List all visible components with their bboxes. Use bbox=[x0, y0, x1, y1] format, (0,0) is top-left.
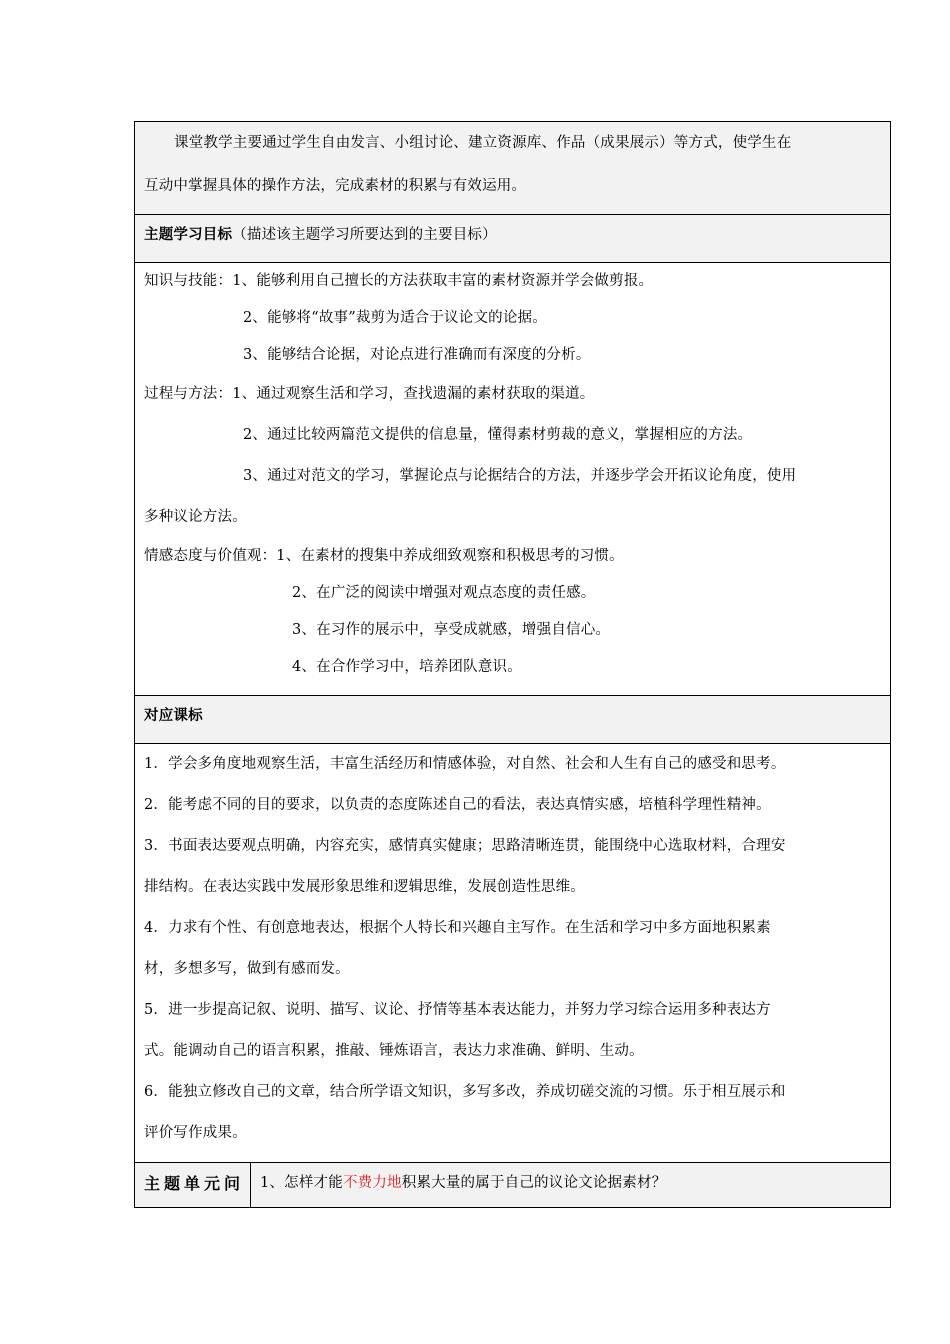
unit-question-row bbox=[135, 1163, 891, 1208]
goals-row bbox=[135, 263, 891, 696]
standard-6: 6．能独立修改自己的文章，结合所学语文知识，多写多改，养成切磋交流的习惯。乐于相互展示和 bbox=[144, 1084, 786, 1100]
goals-header-row bbox=[135, 215, 891, 263]
goals-cell bbox=[135, 263, 891, 696]
standard-4: 4．力求有个性、有创意地表达，根据个人特长和兴趣自主写作。在生活和学习中多方面地积累素 bbox=[144, 920, 771, 936]
intro-row bbox=[135, 122, 891, 215]
unit-question-suffix: 积累大量的属于自己的议论文论据素材？ bbox=[401, 1175, 667, 1191]
goal-process-1: 过程与方法：1、通过观察生活和学习，查找遗漏的素材获取的渠道。 bbox=[144, 386, 595, 402]
goals-note: （描述该主题学习所要达到的主要目标） bbox=[232, 227, 497, 243]
goal-process-2: 2、通过比较两篇范文提供的信息量，懂得素材剪裁的意义，掌握相应的方法。 bbox=[243, 427, 753, 443]
goal-knowledge-1: 知识与技能：1、能够利用自己擅长的方法获取丰富的素材资源并学会做剪报。 bbox=[144, 273, 654, 289]
standard-2: 2．能考虑不同的目的要求，以负责的态度陈述自己的看法，表达真情实感，培植科学理性精神。 bbox=[144, 797, 771, 813]
standards-cell bbox=[135, 744, 891, 1163]
standard-5: 5．进一步提高记叙、说明、描写、议论、抒情等基本表达能力，并努力学习综合运用多种表达方 bbox=[144, 1002, 771, 1018]
standards-title: 对应课标 bbox=[144, 707, 203, 724]
standard-4-cont: 材，多想多写，做到有感而发。 bbox=[144, 961, 350, 977]
standard-6-cont: 评价写作成果。 bbox=[144, 1125, 247, 1141]
standard-3: 3．书面表达要观点明确，内容充实，感情真实健康；思路清晰连贯，能围绕中心选取材料，合理安 bbox=[144, 838, 786, 854]
standard-1: 1．学会多角度地观察生活，丰富生活经历和情感体验，对自然、社会和人生有自己的感受和思考。 bbox=[144, 756, 786, 772]
goal-attitude-2: 2、在广泛的阅读中增强对观点态度的责任感。 bbox=[292, 585, 596, 601]
goal-attitude-1: 情感态度与价值观：1、在素材的搜集中养成细致观察和积极思考的习惯。 bbox=[144, 548, 624, 564]
lesson-plan-table bbox=[134, 121, 891, 1208]
goal-process-3-cont: 多种议论方法。 bbox=[144, 509, 247, 525]
goal-attitude-3: 3、在习作的展示中，享受成就感，增强自信心。 bbox=[292, 622, 611, 638]
standards-row bbox=[135, 744, 891, 1163]
standard-3-cont: 排结构。在表达实践中发展形象思维和逻辑思维，发展创造性思维。 bbox=[144, 879, 585, 895]
goals-title: 主题学习目标 bbox=[144, 226, 233, 243]
unit-question-cell bbox=[251, 1163, 891, 1208]
goal-process-3: 3、通过对范文的学习，掌握论点与论据结合的方法，并逐步学会开拓议论角度，使用 bbox=[243, 468, 797, 484]
standards-header-cell bbox=[135, 696, 891, 744]
unit-question-label-cell bbox=[135, 1163, 251, 1208]
intro-line-2: 互动中掌握具体的操作方法，完成素材的积累与有效运用。 bbox=[144, 178, 527, 194]
intro-cell bbox=[135, 122, 891, 215]
goal-knowledge-2: 2、能够将“故事”裁剪为适合于议论文的论据。 bbox=[243, 310, 547, 326]
standards-header-row bbox=[135, 696, 891, 744]
standard-5-cont: 式。能调动自己的语言积累，推敲、锤炼语言，表达力求准确、鲜明、生动。 bbox=[144, 1043, 644, 1059]
unit-question-label: 主题单元问 bbox=[144, 1174, 245, 1193]
unit-question-highlight: 不费力地 bbox=[342, 1175, 402, 1191]
goal-attitude-4: 4、在合作学习中，培养团队意识。 bbox=[292, 659, 522, 675]
goal-knowledge-3: 3、能够结合论据，对论点进行准确而有深度的分析。 bbox=[243, 347, 591, 363]
goals-header-cell bbox=[135, 215, 891, 263]
lesson-plan-document bbox=[134, 121, 890, 1208]
unit-question-prefix: 1、怎样才能 bbox=[260, 1175, 343, 1191]
intro-line-1: 课堂教学主要通过学生自由发言、小组讨论、建立资源库、作品（成果展示）等方式，使学生在 bbox=[174, 135, 792, 151]
